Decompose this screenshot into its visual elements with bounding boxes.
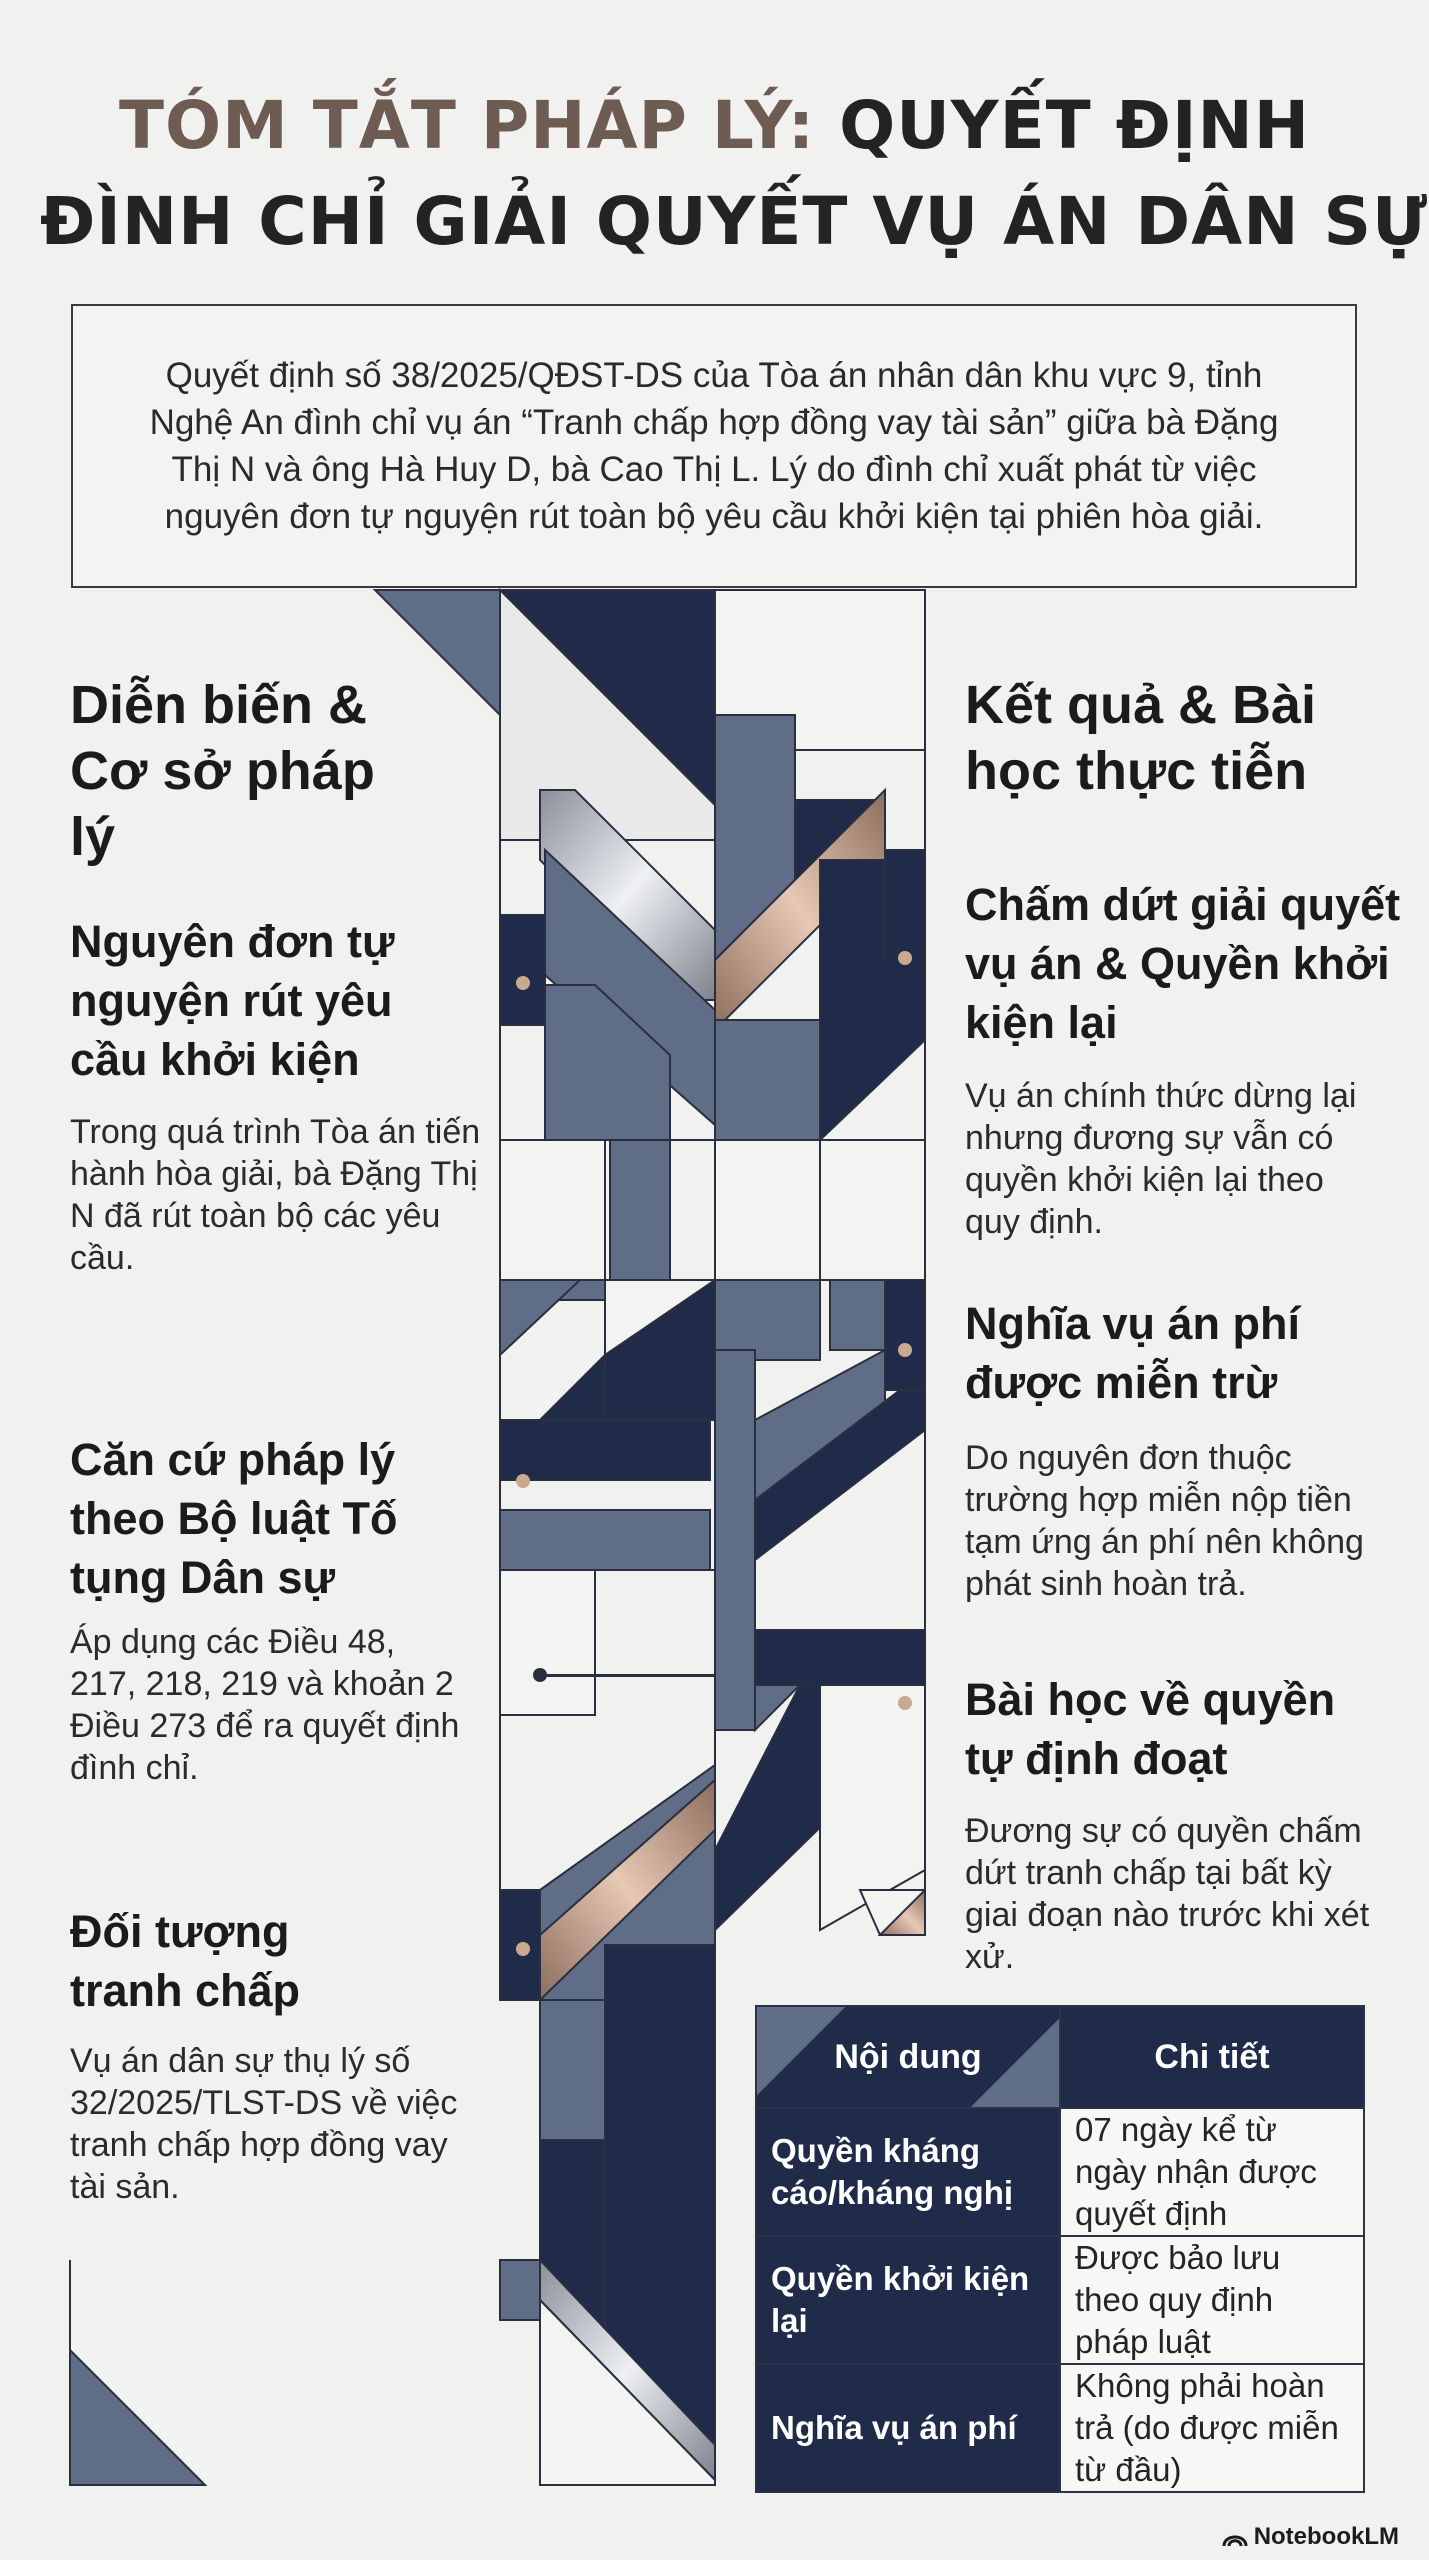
left-item-title: Nguyên đơn tự nguyện rút yêu cầu khởi kiện — [70, 916, 395, 1085]
left-section-heading: Diễn biến & Cơ sở pháp lý — [70, 675, 375, 867]
table-header: Nội dung — [756, 2006, 1060, 2108]
right-item-desc: Đương sự có quyền chấm dứt tranh chấp tại bất kỳ giai đoạn nào trước khi xét xử. — [965, 1812, 1370, 1976]
connector-line — [540, 1674, 715, 1677]
timeline-dot — [898, 951, 912, 965]
table-cell-value: 07 ngày kể từ ngày nhận được quyết định — [1060, 2108, 1364, 2236]
summary-text: Quyết định số 38/2025/QĐST-DS của Tòa án nhân dân khu vực 9, tỉnh Nghệ An đình chỉ vụ án “Tranh chấp hợp đồng vay tài sản” giữa bà Đặng Thị N và ông Hà Huy D, bà Cao Thị L. Lý do đình chỉ xuất phát từ việc nguyên đơn tự nguyện rút toàn bộ yêu cầu khởi kiện tại phiên hòa giải. — [149, 356, 1279, 536]
table-cell-key: Nghĩa vụ án phí — [756, 2364, 1060, 2492]
table-row — [756, 2364, 1364, 2492]
timeline-dot — [516, 1942, 530, 1956]
right-item-desc: Vụ án chính thức dừng lại nhưng đương sự vẫn có quyền khởi kiện lại theo quy định. — [965, 1077, 1357, 1241]
brand-label: NotebookLM — [1253, 2523, 1399, 2550]
timeline-dot — [516, 976, 530, 990]
timeline-dot — [516, 1474, 530, 1488]
brand-logo — [1222, 2523, 1399, 2551]
table-header: Chi tiết — [1060, 2006, 1364, 2108]
title-line-1-rest: QUYẾT ĐỊNH — [815, 87, 1311, 164]
left-item-title: Căn cứ pháp lý theo Bộ luật Tố tụng Dân sự — [70, 1434, 398, 1603]
table-row — [756, 2108, 1364, 2236]
title-accent: TÓM TẮT PHÁP LÝ: — [118, 87, 816, 164]
left-item-desc: Áp dụng các Điều 48, 217, 218, 219 và khoản 2 Điều 273 để ra quyết định đình chỉ. — [70, 1623, 460, 1787]
title-line-1 — [40, 78, 1389, 174]
table-row — [756, 2236, 1364, 2364]
summary-box — [71, 304, 1357, 588]
summary-table — [755, 2005, 1365, 2493]
timeline-dot — [898, 1696, 912, 1710]
page-title — [40, 78, 1429, 270]
title-line-2: ĐÌNH CHỈ GIẢI QUYẾT VỤ ÁN DÂN SỰ — [40, 183, 1429, 260]
left-item-desc: Vụ án dân sự thụ lý số 32/2025/TLST-DS về việc tranh chấp hợp đồng vay tài sản. — [70, 2042, 458, 2206]
right-item-title: Nghĩa vụ án phí được miễn trừ — [965, 1298, 1301, 1408]
table-cell-value: Không phải hoàn trả (do được miễn từ đầu) — [1060, 2364, 1364, 2492]
timeline-dot — [898, 1343, 912, 1357]
right-section-heading: Kết quả & Bài học thực tiễn — [965, 675, 1317, 801]
right-item-title: Chấm dứt giải quyết vụ án & Quyền khởi kiện lại — [965, 879, 1401, 1048]
right-item-title: Bài học về quyền tự định đoạt — [965, 1674, 1336, 1784]
left-item-desc: Trong quá trình Tòa án tiến hành hòa giải, bà Đặng Thị N đã rút toàn bộ các yêu cầu. — [70, 1113, 481, 1277]
left-item-title: Đối tượng tranh chấp — [70, 1906, 301, 2016]
table-cell-key: Quyền kháng cáo/kháng nghị — [756, 2108, 1060, 2236]
notebooklm-logo-icon — [1222, 2526, 1248, 2548]
right-item-desc: Do nguyên đơn thuộc trường hợp miễn nộp tiền tạm ứng án phí nên không phát sinh hoàn trả. — [965, 1439, 1364, 1603]
table-cell-value: Được bảo lưu theo quy định pháp luật — [1060, 2236, 1364, 2364]
table-cell-key: Quyền khởi kiện lại — [756, 2236, 1060, 2364]
